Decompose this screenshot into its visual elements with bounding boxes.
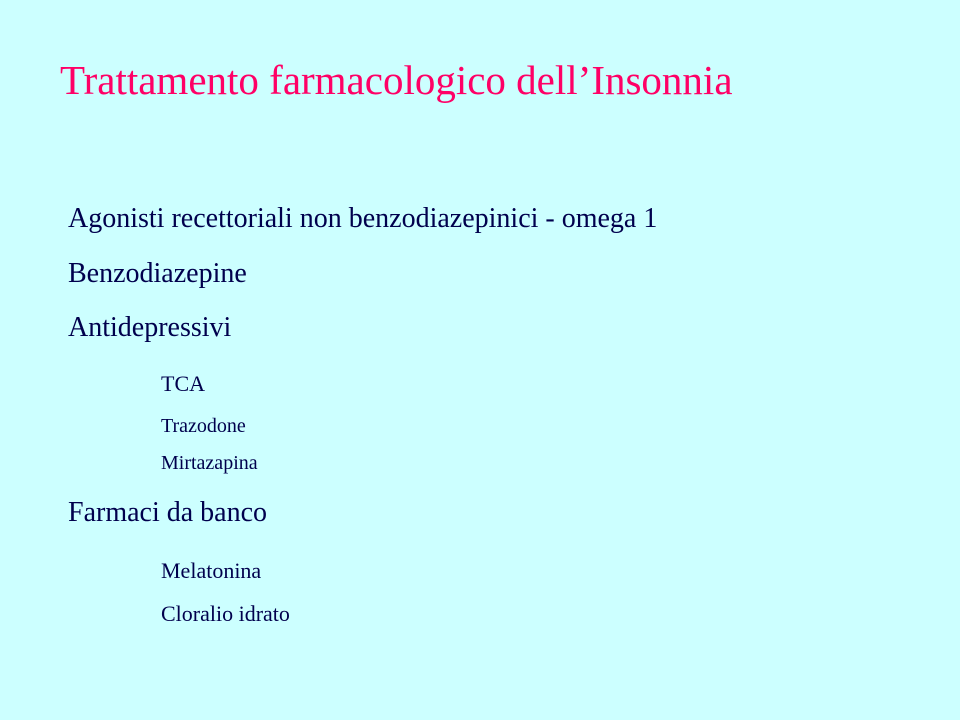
sub-item-cloralio-idrato: Cloralio idrato — [161, 601, 290, 626]
sub-item-melatonina: Melatonina — [161, 558, 262, 583]
sub-item-mirtazapina: Mirtazapina — [161, 452, 258, 474]
bullet-item-agonisti: Agonisti recettoriali non benzodiazepinici - omega 1 — [68, 203, 658, 234]
slide-title: Trattamento farmacologico dell’Insonnia — [60, 57, 733, 103]
bullet-item-antidepressivi: Antidepressivi — [68, 312, 232, 343]
sub-item-trazodone: Trazodone — [161, 415, 246, 437]
bullet-item-benzodiazepine: Benzodiazepine — [68, 258, 247, 289]
sub-item-tca: TCA — [161, 371, 205, 396]
bullet-item-farmaci-da-banco: Farmaci da banco — [68, 497, 268, 528]
